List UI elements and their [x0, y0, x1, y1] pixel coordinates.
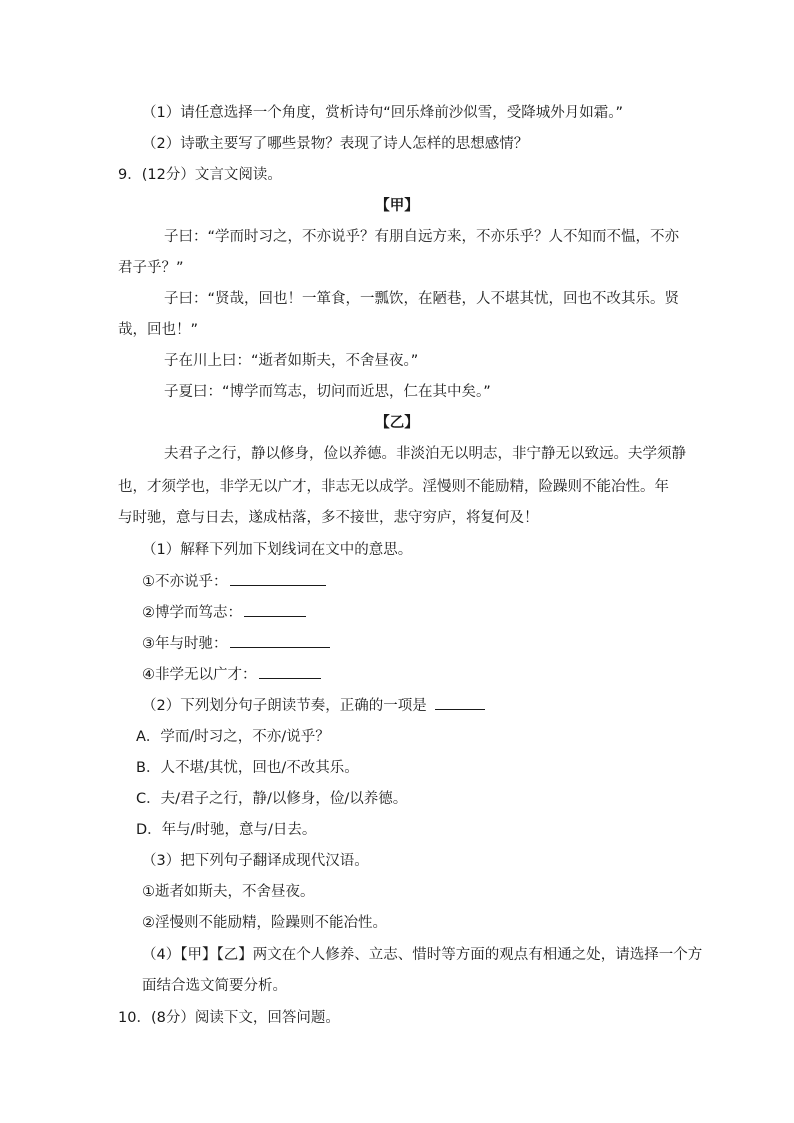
question-10-header: 10．(8分）阅读下文，回答问题。 — [118, 1010, 340, 1026]
passage-yi-line: 与时驰，意与日去，遂成枯落，多不接世，悲守穷庐，将复何及！ — [118, 510, 539, 526]
passage-jia-line: 子在川上曰：“逝者如斯夫，不舍昼夜。” — [164, 353, 419, 369]
vocab-item-label: ②博学而笃志： — [142, 605, 242, 621]
vocab-item — [142, 633, 330, 654]
passage-jia-line: 子曰：“贤哉，回也！一箪食，一瓢饮，在陋巷，人不堪其忧，回也不改其乐。贤 — [164, 291, 680, 307]
answer-blank[interactable] — [259, 664, 321, 679]
option-b: B．人不堪/其忧，回也/不改其乐。 — [136, 760, 359, 776]
question-9-header: 9．(12分）文言文阅读。 — [118, 167, 282, 183]
answer-blank[interactable] — [435, 695, 485, 710]
vocab-item-label: ④非学无以广才： — [142, 667, 257, 683]
passage-jia-line: 子曰：“学而时习之，不亦说乎？有朋自远方来，不亦乐乎？人不知而不愠，不亦 — [164, 229, 680, 245]
translation-item: ②淫慢则不能励精，险躁则不能冶性。 — [142, 915, 387, 931]
question-9-sub4-line: 面结合选文简要分析。 — [142, 978, 287, 994]
question-9-sub1: （1）解释下列加下划线词在文中的意思。 — [142, 542, 413, 558]
answer-blank[interactable] — [230, 571, 326, 586]
option-c: C．夫/君子之行，静/以修身，俭/以养德。 — [136, 791, 408, 807]
option-a: A．学而/时习之，不亦/说乎？ — [136, 729, 330, 745]
passage-jia-line: 哉，回也！” — [118, 322, 199, 338]
vocab-item-label: ③年与时驰： — [142, 636, 228, 652]
passage-jia-title: 【甲】 — [375, 198, 419, 214]
question-8-sub1: （1）请任意选择一个角度，赏析诗句“回乐烽前沙似雪，受降城外月如霜。” — [142, 105, 623, 121]
question-9-sub2-text: （2）下列划分句子朗读节奏，正确的一项是 — [142, 698, 427, 714]
passage-jia-line: 君子乎？” — [118, 260, 184, 276]
vocab-item — [142, 664, 321, 685]
question-9-sub3: （3）把下列句子翻译成现代汉语。 — [142, 853, 369, 869]
translation-item: ①逝者如斯夫，不舍昼夜。 — [142, 884, 315, 900]
answer-blank[interactable] — [230, 633, 330, 648]
option-d: D．年与/时驰，意与/日去。 — [136, 822, 317, 838]
passage-yi-title: 【乙】 — [375, 415, 419, 431]
passage-yi-line: 夫君子之行，静以修身，俭以养德。非淡泊无以明志，非宁静无以致远。夫学须静 — [164, 446, 686, 462]
question-8-sub2: （2）诗歌主要写了哪些景物？表现了诗人怎样的思想感情？ — [142, 136, 529, 152]
question-9-sub4-line: （4）【甲】【乙】两文在个人修养、立志、惜时等方面的观点有相通之处，请选择一个方 — [142, 947, 703, 963]
vocab-item-label: ①不亦说乎： — [142, 574, 228, 590]
passage-yi-line: 也，才须学也，非学无以广才，非志无以成学。淫慢则不能励精，险躁则不能冶性。年 — [118, 479, 669, 495]
passage-jia-line: 子夏曰：“博学而笃志，切问而近思，仁在其中矣。” — [164, 384, 491, 400]
vocab-item — [142, 571, 326, 592]
vocab-item — [142, 602, 306, 623]
question-9-sub2 — [142, 695, 485, 716]
answer-blank[interactable] — [244, 602, 306, 617]
